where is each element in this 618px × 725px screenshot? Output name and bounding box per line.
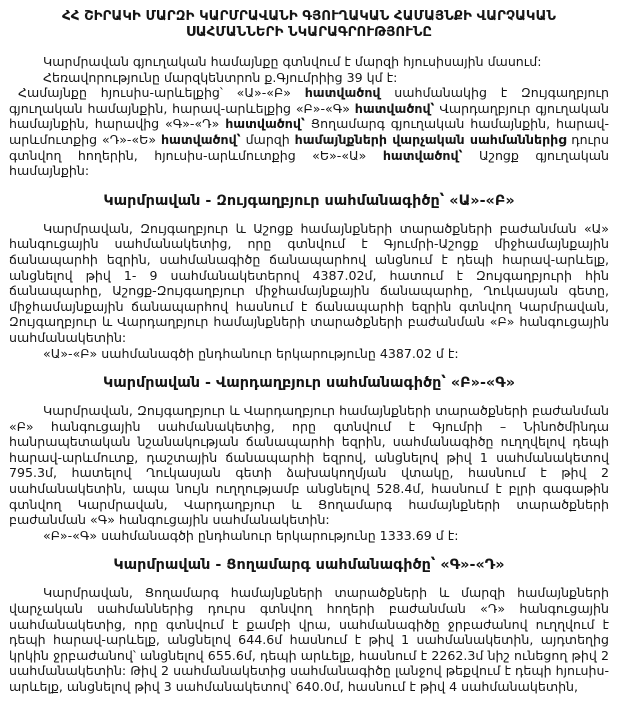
intro-paragraph-distance: Հեռավորությունը մարզկենտրոն ք.Գյումրիից 39 կմ է: — [43, 69, 398, 85]
section-boundary-description: Կարմրավան, Ցողամարգ համայնքների տարածքների և մարզի համայնքների վարչական սահմաններից դուրս գտնվող հողերի բաժանման «Դ» հանգուցային սահմանակետից, որը գտնվում է քամբի վրա, սահմանագիծը ջրբաժանով ուղղվում է դեպի հարավ-արևելք, անցնելով 644.6մ հասնում է թիվ 1 սահմանակետին, այդտեղից կրկին ջրբաժանով՝ անցնելով 655.6մ, դեպի արևելք, հասնում է 2262.3մ նիշ ունեցող թիվ 2 սահմանակետին: Թիվ 2 սահմանակետից սահմանագիծը լանջով թեքվում է դեպի հյուսիս-արևելք, անցնելով թիվ 3 սահմանակետով՝ 640.0մ, հասնում է թիվ 4 սահմանակետին, — [9, 585, 609, 694]
boundary-section — [9, 193, 609, 361]
document-title-line-1: ՀՀ ՇԻՐԱԿԻ ՄԱՐԶԻ ԿԱՐՄՐԱՎԱՆԻ ԳՅՈՒՂԱԿԱՆ ՀԱՄԱՅՆՔԻ ՎԱՐՉԱԿԱՆ — [62, 9, 556, 24]
document-title-line-2: ՍԱՀՄԱՆՆԵՐԻ ՆԿԱՐԱԳՐՈՒԹՅՈՒՆԸ — [185, 25, 433, 40]
document-title — [9, 9, 609, 41]
intro-paragraph-location: Կարմրավան գյուղական համայնքը գտնվում է մարզի հյուսիսային մասում: — [43, 54, 542, 69]
intro-paragraph-borders: Համայնքը հյուսիս-արևելքից՝ «Ա»-«Բ» հատվածով սահմանակից է Զույգաղբյուր գյուղական համայնքին, հարավ-արևելքից «Բ»-«Գ» հատվածով՝ Վարդաղբյուր գյուղական համայնքին, հարավից «Գ»-«Դ» հատվածով՝ Ցողամարգ գյուղական համայնքին, հարավ-արևմուտքից «Դ»-«Ե» հատվածով՝ մարզի համայնքների վարչական սահմաններից դուրս գտնվող հողերին, հյուսիս-արևմուտքից «Ե»-«Ա» հատվածով՝ Աշոցք գյուղական համայնքին: — [9, 85, 609, 179]
section-length-note: «Բ»-«Գ» սահմանագծի ընդհանուր երկարությունը 1333.69 մ է: — [43, 527, 459, 543]
boundary-sections — [9, 193, 609, 695]
section-boundary-description: Կարմրավան, Զույգաղբյուր և Աշոցք համայնքների տարածքների բաժանման «Ա» հանգուցային սահմանակետից, որը գտնվում է Գյումրի-Աշոցք միջհամայնքային ճանապարհի եզրին, սահմանագիծը ճանապարհով անցնում է դեպի հարավ-արևելք, անցնելով թիվ 1- 9 սահմանակետերով 4387.02մ, հատում է Զույգաղբյուրի հին ճանապարհը, Աշոցք-Զույգաղբյուր միջհամայնքային ճանապարհը, Ղուկասյան գետը, միջհամայնքային ճանապարհով հասնում է ճանապարհի եզրին գտնվող Կարմրավան, Զույգաղբյուր և Վարդաղբյուր համայնքների տարածքների բաժանման «Բ» հանգուցային սահմանակետին: — [9, 220, 609, 345]
section-boundary-description: Կարմրավան, Զույգաղբյուր և Վարդաղբյուր համայնքների տարածքների բաժանման «Բ» հանգուցային սահմանակետից, որը գտնվում է Գյումրի – Նինոծմինդա հանրապետական նշանակության ճանապարհի եզրին, սահմանագիծը ուղղվելով դեպի հարավ-արևմուտք, դաշտային ճանապարհի եզրով, անցնելով թիվ 1 սահմանակետով 795.3մ, հատելով Ղուկասյան գետի ձախակողմյան վտակը, հասնում է թիվ 2 սահմանակետին, ապա նույն ուղղությամբ անցնելով 528.4մ, հասնում է բլրի գագաթին գտնվող Կարմրավան, Վարդաղբյուր և Ցողամարգ համայնքների տարածքների բաժանման «Գ» հանգուցային սահմանակետին: — [9, 403, 609, 528]
section-length-note: «Ա»-«Բ» սահմանագծի ընդհանուր երկարությունը 4387.02 մ է: — [43, 345, 459, 361]
section-heading: Կարմրավան - Վարդաղբյուր սահմանագիծը՝ «Բ»-«Գ» — [103, 375, 515, 392]
boundary-section — [9, 557, 609, 694]
section-heading: Կարմրավան - Ցողամարգ սահմանագիծը՝ «Գ»-«Դ» — [113, 557, 505, 574]
section-heading: Կարմրավան - Զույգաղբյուր սահմանագիծը՝ «Ա»-«Բ» — [103, 192, 515, 209]
boundary-section — [9, 375, 609, 543]
